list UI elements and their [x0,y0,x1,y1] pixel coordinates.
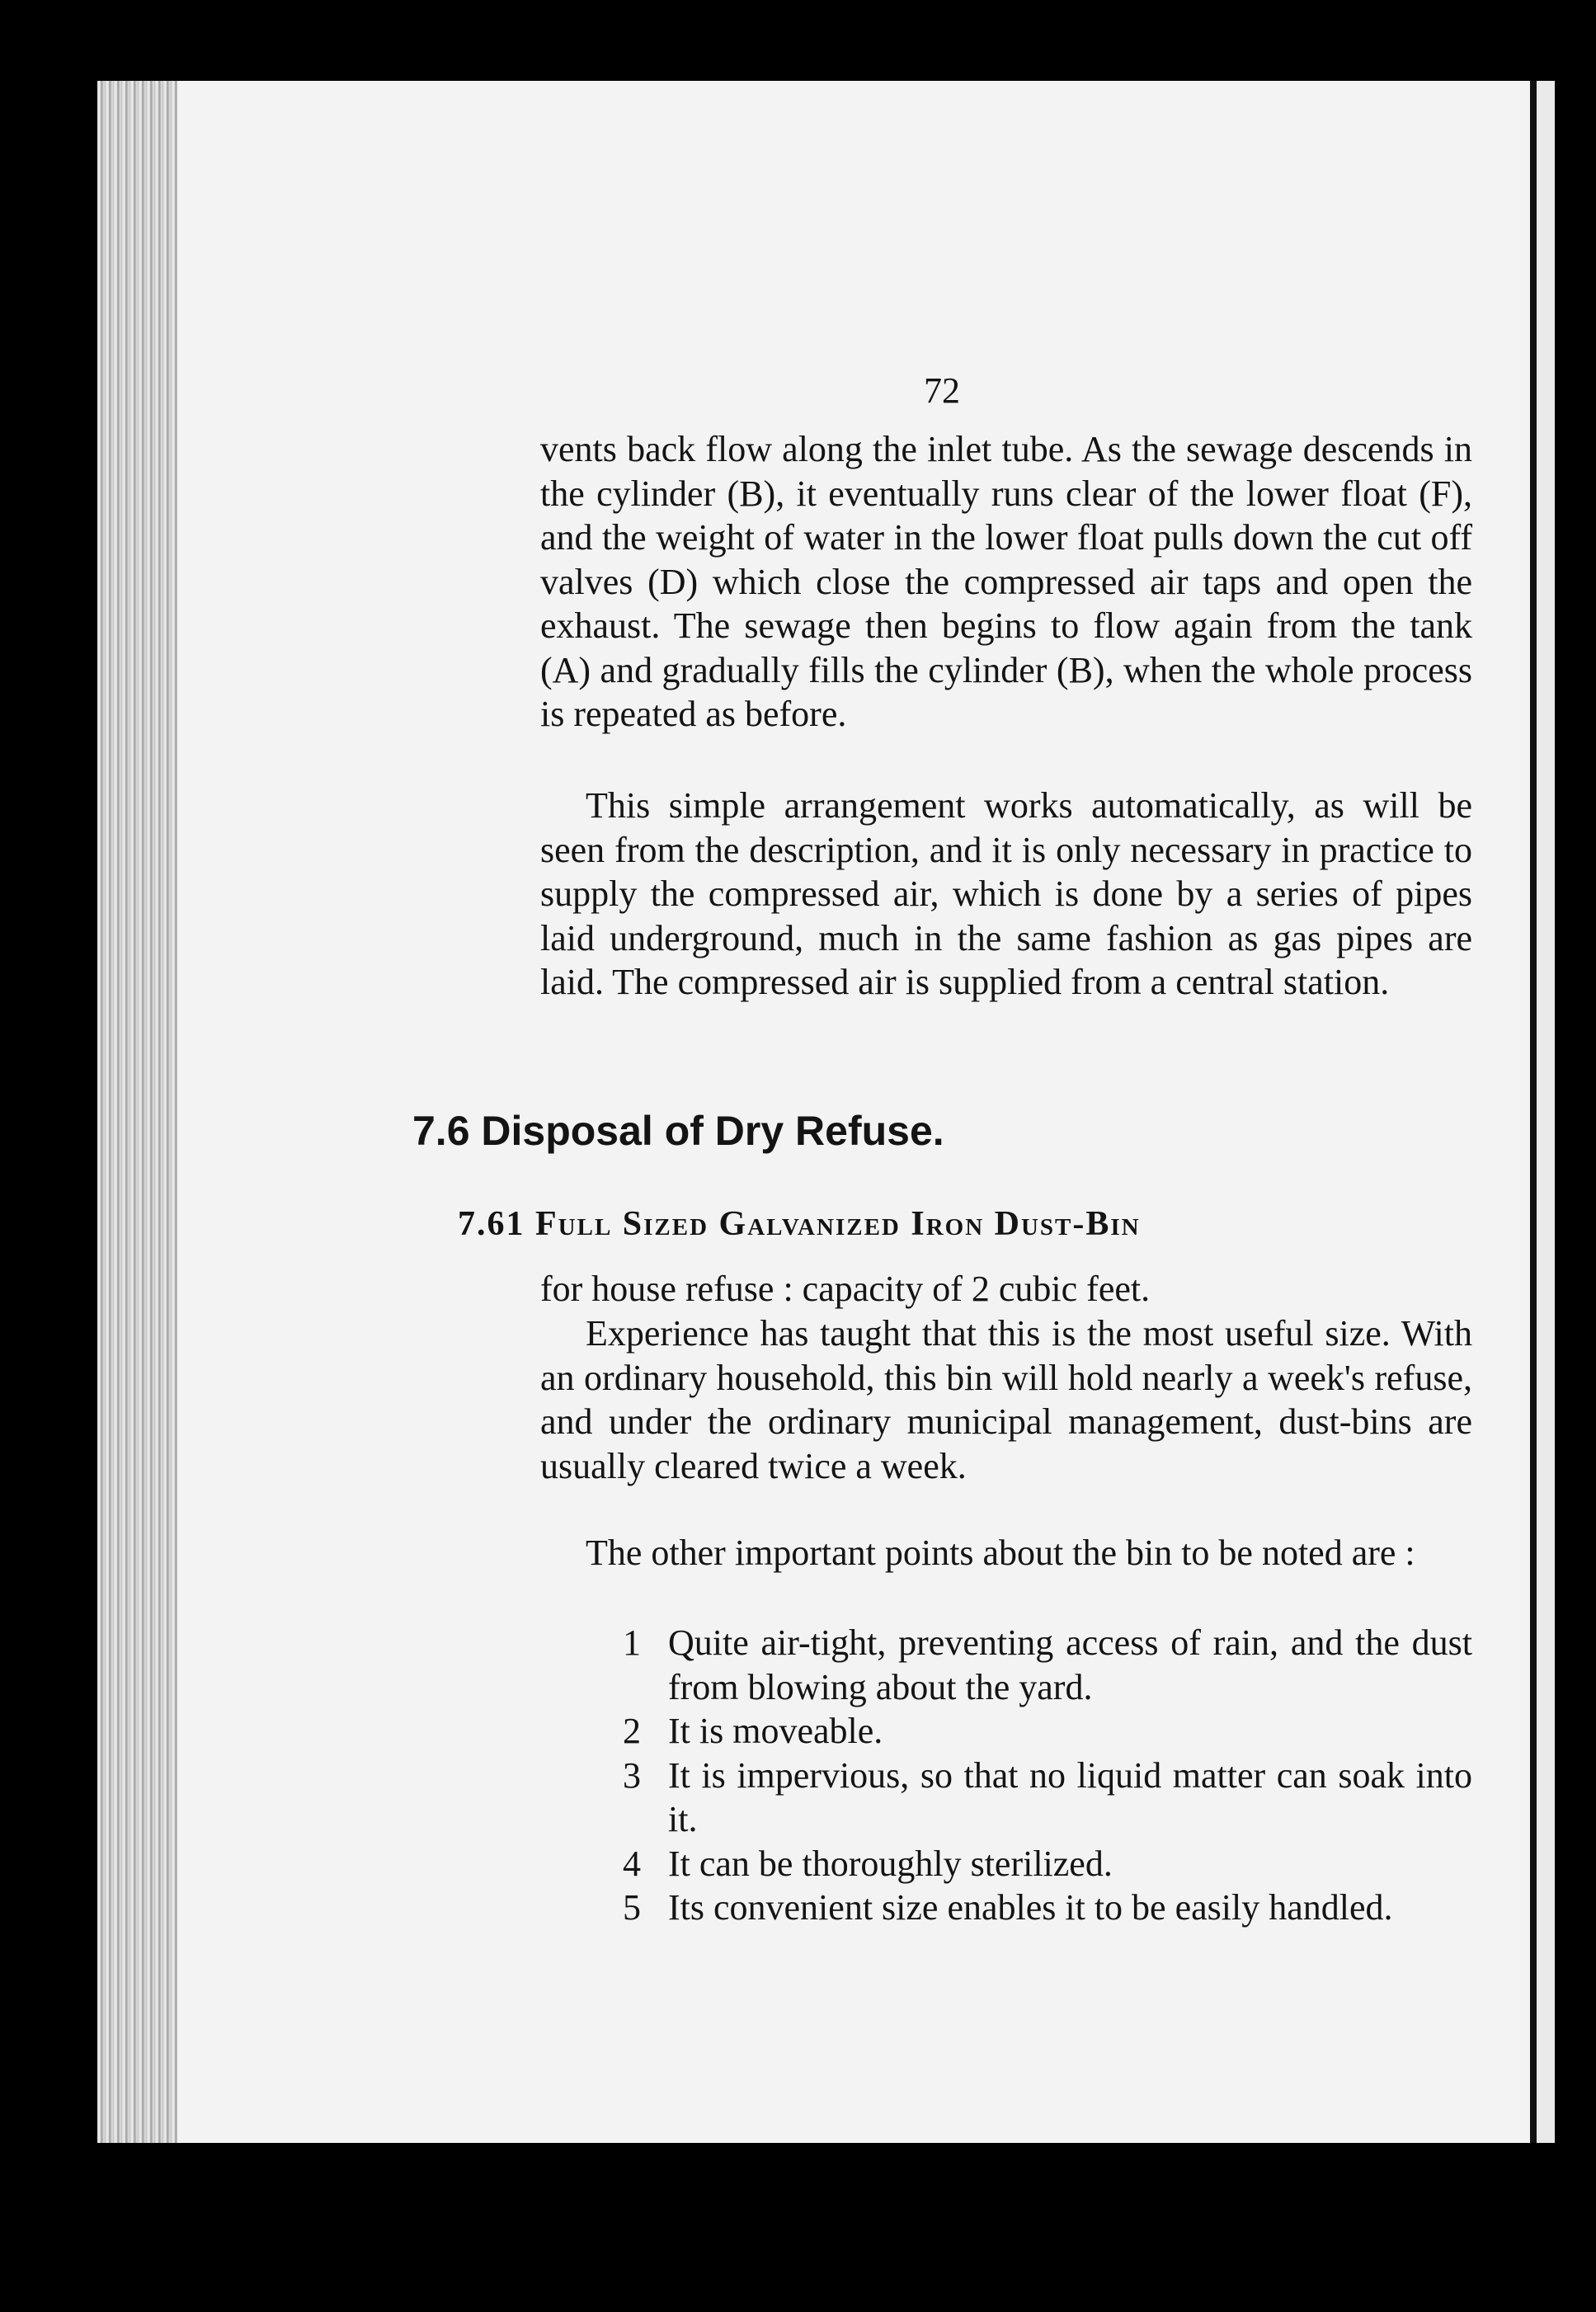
section-heading: 7.6 Disposal of Dry Refuse. [412,1108,944,1154]
list-item-text: Its convenient size enables it to be easily handled. [668,1887,1393,1928]
list-item-number: 2 [623,1711,641,1751]
paragraph-capacity: for house refuse : capacity of 2 cubic feet. [540,1269,1151,1309]
paragraph-points-intro: The other important points about the bin to be noted are : [586,1533,1415,1573]
paragraph-compressed-air: This simple arrangement works automatically, as will be seen from the description, and it is only necessary in practice to supply the compressed air, which is done by a series of pipes laid underground, much in the same fashion as gas pipes are laid. The compressed air is supplied from a central station. [540,785,1472,1002]
list-item [623,1886,1472,1930]
list-item-number: 5 [623,1887,641,1928]
page-number: 72 [924,370,960,411]
list-item [623,1842,1472,1886]
list-item-number: 1 [623,1622,641,1663]
list-item-text: Quite air-tight, preventing access of rain, and the dust from blowing about the yard. [668,1622,1472,1707]
list-item-number: 4 [623,1843,641,1884]
list-item-text: It is moveable. [668,1711,883,1751]
paragraph-experience: Experience has taught that this is the most useful size. With an ordinary household, this bin will hold nearly a week's refuse, and under the ordinary municipal management, dust-bins are usually cleared twice a week. [540,1313,1472,1486]
list-item [623,1709,1472,1754]
points-list [623,1621,1472,1930]
list-item-text: It is impervious, so that no liquid matter can soak into it. [668,1754,1472,1839]
list-item-number: 3 [623,1754,641,1796]
list-item [623,1754,1472,1842]
list-item [623,1621,1472,1709]
paragraph-sewage-process: vents back flow along the inlet tube. As the sewage descends in the cylinder (B), it eventually runs clear of the lower float (F), and the weight of water in the lower float pulls down the cut off valves (D) which close the compressed air taps and open the exhaust. The sewage then begins to flow again from the tank (A) and gradually fills the cylinder (B), when the whole process is repeated as before. [540,429,1472,734]
subsection-heading: 7.61 Full Sized Galvanized Iron Dust-Bin [458,1205,1141,1243]
list-item-text: It can be thoroughly sterilized. [668,1843,1113,1884]
